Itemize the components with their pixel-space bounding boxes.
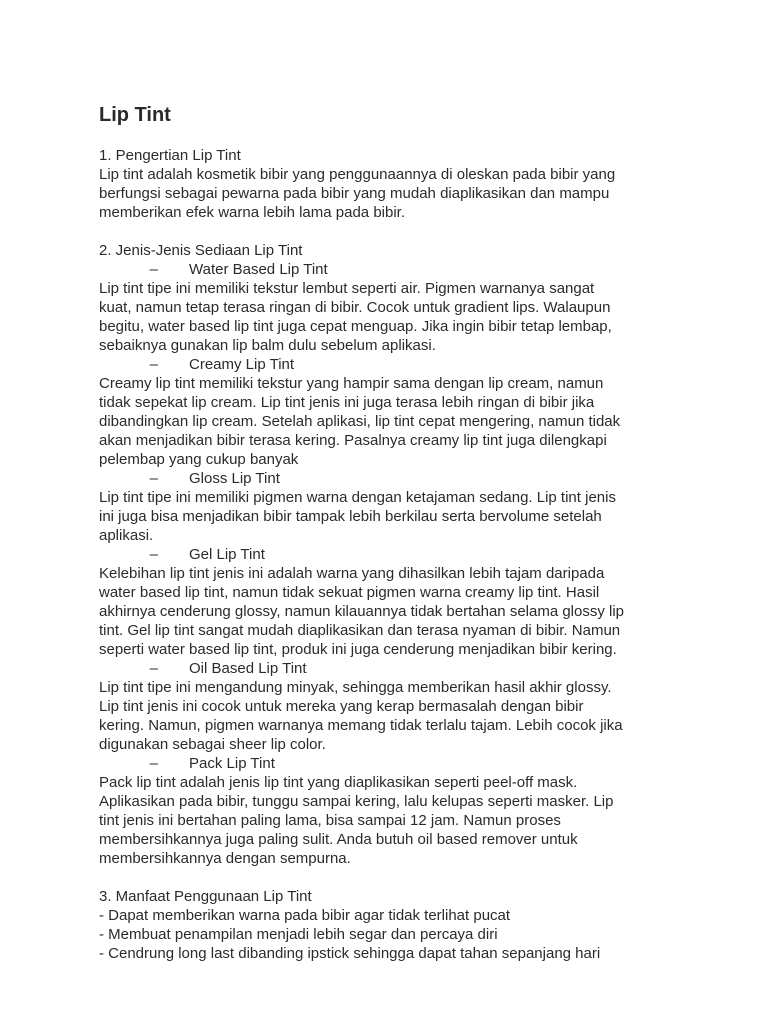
type-name: Creamy Lip Tint xyxy=(189,356,295,373)
paragraph-line: Lip tint adalah kosmetik bibir yang penggunaannya di oleskan pada bibir yang xyxy=(99,166,616,183)
type-name: Water Based Lip Tint xyxy=(189,261,328,278)
dash-marker: – xyxy=(149,470,158,487)
type-heading-water-based xyxy=(99,260,689,279)
paragraph-line: aplikasi. xyxy=(99,527,154,544)
type-heading-gel xyxy=(99,545,689,564)
dash-marker: – xyxy=(149,356,158,373)
paragraph-line: Pack lip tint adalah jenis lip tint yang diaplikasikan seperti peel-off mask. xyxy=(99,774,578,791)
paragraph-line: dibandingkan lip cream. Setelah aplikasi, lip tint cepat mengering, namun tidak xyxy=(99,413,621,430)
paragraph-line: Lip tint tipe ini memiliki tekstur lembut seperti air. Pigmen warnanya sangat xyxy=(99,280,595,297)
section-types xyxy=(99,241,689,868)
paragraph-line: pelembap yang cukup banyak xyxy=(99,451,299,468)
type-heading-creamy xyxy=(99,355,689,374)
list-item: - Dapat memberikan warna pada bibir agar tidak terlihat pucat xyxy=(99,907,511,924)
blank-line xyxy=(99,222,689,241)
dash-marker: – xyxy=(149,660,158,677)
type-name: Oil Based Lip Tint xyxy=(189,660,307,677)
type-name: Pack Lip Tint xyxy=(189,755,275,772)
paragraph-line: membersihkannya dengan sempurna. xyxy=(99,850,351,867)
section-heading: 2. Jenis-Jenis Sediaan Lip Tint xyxy=(99,242,303,259)
dash-marker: – xyxy=(149,546,158,563)
paragraph-line: sebaiknya gunakan lip balm dulu sebelum aplikasi. xyxy=(99,337,436,354)
paragraph-line: akan menjadikan bibir terasa kering. Pasalnya creamy lip tint juga dilengkapi xyxy=(99,432,607,449)
dash-marker: – xyxy=(149,755,158,772)
paragraph-line: tint jenis ini bertahan paling lama, bisa sampai 12 jam. Namun proses xyxy=(99,812,561,829)
paragraph-line: Kelebihan lip tint jenis ini adalah warna yang dihasilkan lebih tajam daripada xyxy=(99,565,605,582)
list-item: - Cendrung long last dibanding ipstick sehingga dapat tahan sepanjang hari xyxy=(99,945,601,962)
paragraph-line: begitu, water based lip tint juga cepat menguap. Jika ingin bibir tetap lembap, xyxy=(99,318,612,335)
paragraph-line: seperti water based lip tint, produk ini juga cenderung menjadikan bibir kering. xyxy=(99,641,617,658)
section-definition xyxy=(99,146,689,222)
paragraph-line: berfungsi sebagai pewarna pada bibir yang mudah diaplikasikan dan mampu xyxy=(99,185,610,202)
paragraph-line: water based lip tint, namun tidak sekuat pigmen warna creamy lip tint. Hasil xyxy=(99,584,600,601)
document-page xyxy=(99,101,689,963)
paragraph-line: tint. Gel lip tint sangat mudah diaplikasikan dan terasa nyaman di bibir. Namun xyxy=(99,622,621,639)
type-name: Gel Lip Tint xyxy=(189,546,265,563)
paragraph-line: kuat, namun tetap terasa ringan di bibir. Cocok untuk gradient lips. Walaupun xyxy=(99,299,611,316)
type-heading-pack xyxy=(99,754,689,773)
paragraph-line: ini juga bisa menjadikan bibir tampak lebih berkilau serta bervolume setelah xyxy=(99,508,602,525)
paragraph-line: digunakan sebagai sheer lip color. xyxy=(99,736,326,753)
list-item: - Membuat penampilan menjadi lebih segar dan percaya diri xyxy=(99,926,498,943)
paragraph-line: Lip tint tipe ini mengandung minyak, sehingga memberikan hasil akhir glossy. xyxy=(99,679,612,696)
paragraph-line: Lip tint tipe ini memiliki pigmen warna dengan ketajaman sedang. Lip tint jenis xyxy=(99,489,616,506)
paragraph-line: membersihkannya juga paling sulit. Anda butuh oil based remover untuk xyxy=(99,831,578,848)
blank-line xyxy=(99,868,689,887)
paragraph-line: akhirnya cenderung glossy, namun kilauannya tidak bertahan selama glossy lip xyxy=(99,603,625,620)
type-heading-oil-based xyxy=(99,659,689,678)
document-title: Lip Tint xyxy=(99,104,171,126)
type-heading-gloss xyxy=(99,469,689,488)
dash-marker: – xyxy=(149,261,158,278)
section-heading: 3. Manfaat Penggunaan Lip Tint xyxy=(99,888,312,905)
paragraph-line: tidak sepekat lip cream. Lip tint jenis ini juga terasa lebih ringan di bibir jika xyxy=(99,394,595,411)
paragraph-line: Aplikasikan pada bibir, tunggu sampai kering, lalu kelupas seperti masker. Lip xyxy=(99,793,614,810)
paragraph-line: memberikan efek warna lebih lama pada bibir. xyxy=(99,204,405,221)
type-name: Gloss Lip Tint xyxy=(189,470,280,487)
paragraph-line: Creamy lip tint memiliki tekstur yang hampir sama dengan lip cream, namun xyxy=(99,375,604,392)
paragraph-line: kering. Namun, pigmen warnanya memang tidak terlalu tajam. Lebih cocok jika xyxy=(99,717,623,734)
section-heading: 1. Pengertian Lip Tint xyxy=(99,147,241,164)
paragraph-line: Lip tint jenis ini cocok untuk mereka yang kerap bermasalah dengan bibir xyxy=(99,698,584,715)
section-benefits xyxy=(99,887,689,963)
